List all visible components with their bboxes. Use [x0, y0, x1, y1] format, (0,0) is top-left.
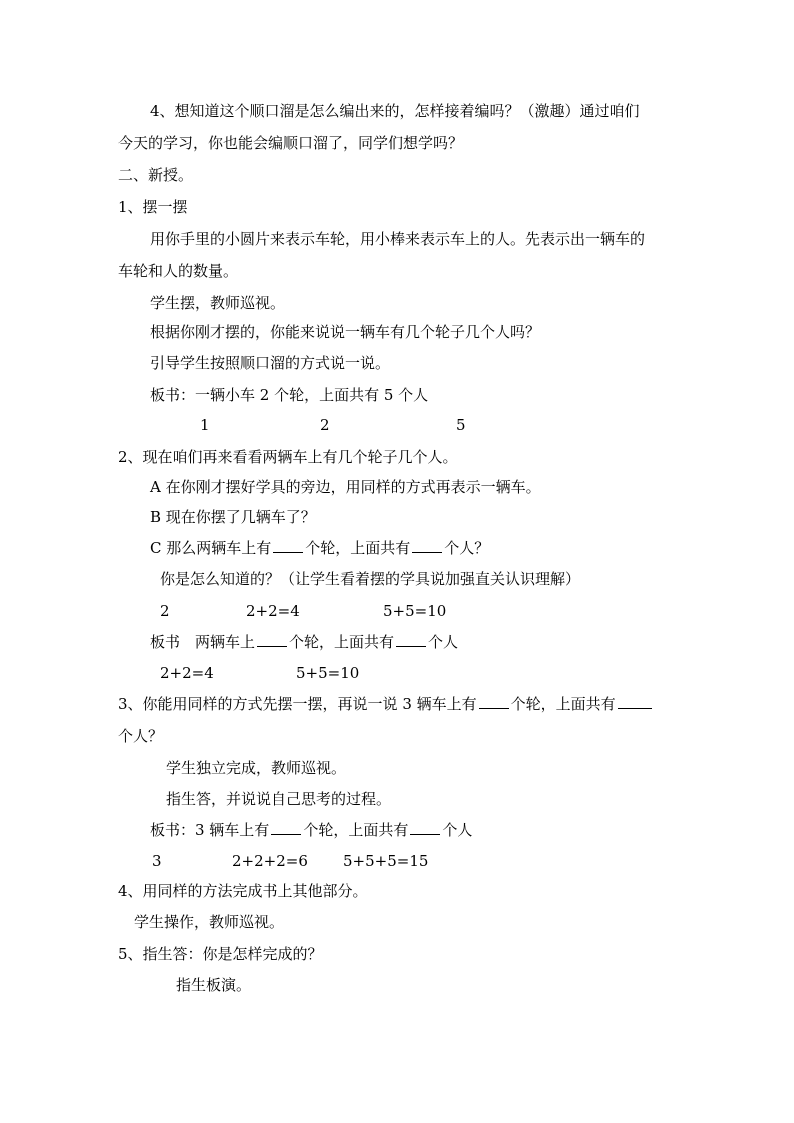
step-5-title: 5、指生答：你是怎样完成的？ — [118, 945, 323, 963]
step-3-num-2: 2+2+2=6 — [232, 852, 308, 870]
fill-blank — [273, 538, 303, 553]
fill-blank — [479, 694, 509, 709]
step-1-board: 板书：一辆小车 2 个轮，上面共有 5 个人 — [150, 386, 429, 404]
paragraph-4-intro-line-2: 今天的学习，你也能会编顺口溜了，同学们想学吗？ — [118, 134, 464, 152]
step-5-text: 指生板演。 — [176, 976, 252, 994]
fill-blank — [618, 694, 652, 709]
step-3-num-3: 5+5+5=15 — [343, 852, 429, 870]
step-3-text-c: 学生独立完成，教师巡视。 — [166, 759, 347, 777]
paragraph-4-intro-line-1: 4、想知道这个顺口溜是怎么编出来的，怎样接着编吗？（激趣）通过咱们 — [150, 102, 640, 120]
step-2-num-3: 5+5=10 — [383, 602, 447, 620]
step-1-text-1: 用你手里的小圆片来表示车轮，用小棒来表示车上的人。先表示出一辆车的 — [150, 230, 646, 248]
step-2-board-num-2: 5+5=10 — [296, 664, 360, 682]
step-1-num-2: 2 — [320, 416, 330, 434]
step-1-text-4: 根据你刚才摆的，你能来说说一辆车有几个轮子几个人吗？ — [150, 323, 541, 341]
step-4-title: 4、用同样的方法完成书上其他部分。 — [118, 882, 368, 900]
step-2-text-c: C 那么两辆车上有 个轮，上面共有 个人？ — [150, 539, 490, 557]
step-3-num-1: 3 — [152, 852, 162, 870]
step-1-num-3: 5 — [456, 416, 466, 434]
section-2-heading: 二、新授。 — [118, 166, 194, 184]
step-3-text-d: 指生答，并说说自己思考的过程。 — [166, 790, 392, 808]
step-2-text-b: B 现在你摆了几辆车了？ — [150, 508, 316, 526]
fill-blank — [257, 632, 287, 647]
step-2-board: 板书 两辆车上 个轮，上面共有 个人 — [150, 633, 459, 651]
step-4-text: 学生操作，教师巡视。 — [134, 913, 285, 931]
step-3-board: 板书：3 辆车上有 个轮，上面共有 个人 — [150, 821, 473, 839]
step-2-num-1: 2 — [160, 602, 170, 620]
step-1-text-2: 车轮和人的数量。 — [118, 262, 239, 280]
step-1-text-5: 引导学生按照顺口溜的方式说一说。 — [150, 354, 391, 372]
fill-blank — [271, 820, 301, 835]
step-2-board-num-1: 2+2=4 — [160, 664, 214, 682]
fill-blank — [412, 538, 442, 553]
step-3-title: 3、你能用同样的方式先摆一摆，再说一说 3 辆车上有 个轮，上面共有 — [118, 694, 654, 714]
step-2-text-d: 你是怎么知道的？（让学生看着摆的学具说加强直关认识理解） — [160, 570, 581, 588]
step-2-num-2: 2+2=4 — [246, 602, 300, 620]
step-1-num-1: 1 — [200, 416, 210, 434]
fill-blank — [396, 632, 426, 647]
fill-blank — [410, 820, 440, 835]
step-1-text-3: 学生摆，教师巡视。 — [150, 294, 286, 312]
step-1-title: 1、摆一摆 — [118, 198, 188, 216]
step-2-title: 2、现在咱们再来看看两辆车上有几个轮子几个人。 — [118, 448, 458, 466]
step-3-title-cont: 个人？ — [118, 727, 164, 745]
step-2-text-a: A 在你刚才摆好学具的旁边，用同样的方式再表示一辆车。 — [150, 478, 541, 496]
